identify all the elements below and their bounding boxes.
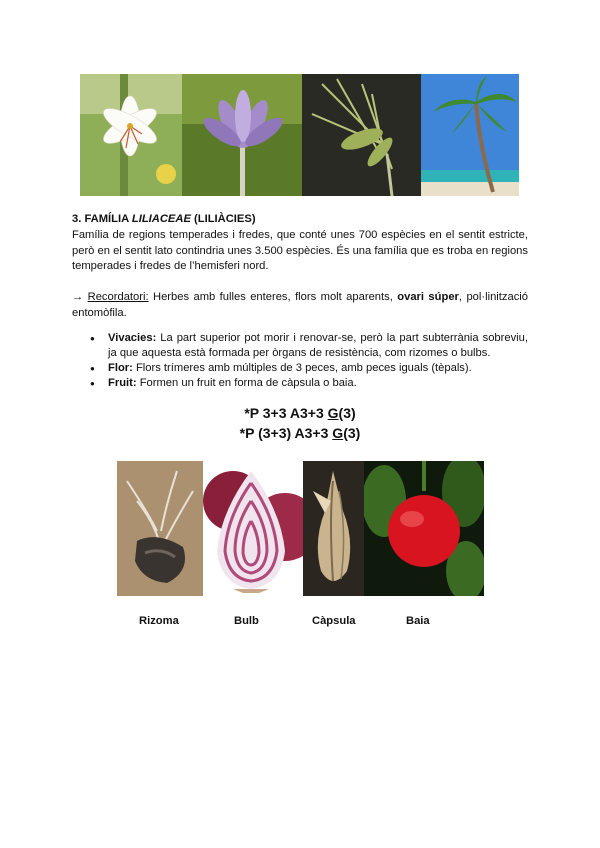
white-lily-photo [80, 74, 182, 196]
capsule-photo [303, 461, 364, 596]
list-item [90, 331, 528, 361]
crocus-photo [182, 74, 302, 196]
list-item-label: Flor: [108, 362, 133, 374]
caption-baia: Baia [406, 615, 430, 627]
bulb-photo [203, 461, 303, 596]
list-item [90, 376, 528, 391]
floral-formula-2 [0, 425, 600, 441]
grass-spikelet-photo [302, 74, 421, 196]
list-item-text: Formen un fruit en forma de càpsula o baia. [136, 377, 357, 389]
formula-text: *P (3+3) A3+3 [239, 425, 333, 441]
list-item-label: Fruit: [108, 377, 137, 389]
list-item-label: Vivacies: [108, 332, 157, 344]
reminder-text: Herbes amb fulles enteres, flors molt aparents, [148, 291, 398, 303]
reminder-bold: ovari súper [397, 291, 459, 303]
formula-gynoecium: G [327, 405, 339, 421]
palm-tree-photo [421, 74, 519, 196]
caption-rizoma: Rizoma [139, 615, 179, 627]
floral-formula-1 [0, 405, 600, 421]
arrow-icon: → [72, 291, 88, 303]
rhizome-photo [117, 461, 203, 596]
caption-bulb: Bulb [234, 615, 259, 627]
top-photo-strip [80, 74, 519, 196]
list-item [90, 361, 528, 376]
formula-count: (3) [343, 425, 361, 441]
formula-count: (3) [338, 405, 356, 421]
berry-photo [364, 461, 484, 596]
list-item-text: Flors trímeres amb múltiples de 3 peces, amb peces iguals (tèpals). [132, 362, 472, 374]
organ-photo-strip [117, 461, 484, 596]
caption-capsula: Càpsula [312, 615, 356, 627]
section-number: 3. FAMÍLIA [72, 213, 132, 225]
reminder-text-end: , pol·linització entomòfila. [72, 291, 528, 319]
list-item-text: La part superior pot morir i renovar-se, però la part subterrània sobreviu, ja que aquesta està formada per òrgans de resistència, com rizomes o bulbs. [108, 332, 528, 359]
section-title [72, 213, 256, 225]
family-catalan-name: (LILIÀCIES) [190, 213, 256, 225]
reminder-paragraph [72, 290, 528, 321]
family-latin-name: LILIACEAE [131, 213, 191, 225]
formula-gynoecium: G [332, 425, 344, 441]
formula-text: *P 3+3 A3+3 [244, 405, 328, 421]
characteristics-list [90, 331, 528, 391]
reminder-label: Recordatori: [87, 291, 149, 303]
intro-paragraph: Família de regions temperades i fredes, que conté unes 700 espècies en el sentit estricte, però en el sentit lato contindria unes 3.500 espècies. És una família que es troba en regions temperades i fredes de l’hemisferi nord. [72, 229, 528, 272]
